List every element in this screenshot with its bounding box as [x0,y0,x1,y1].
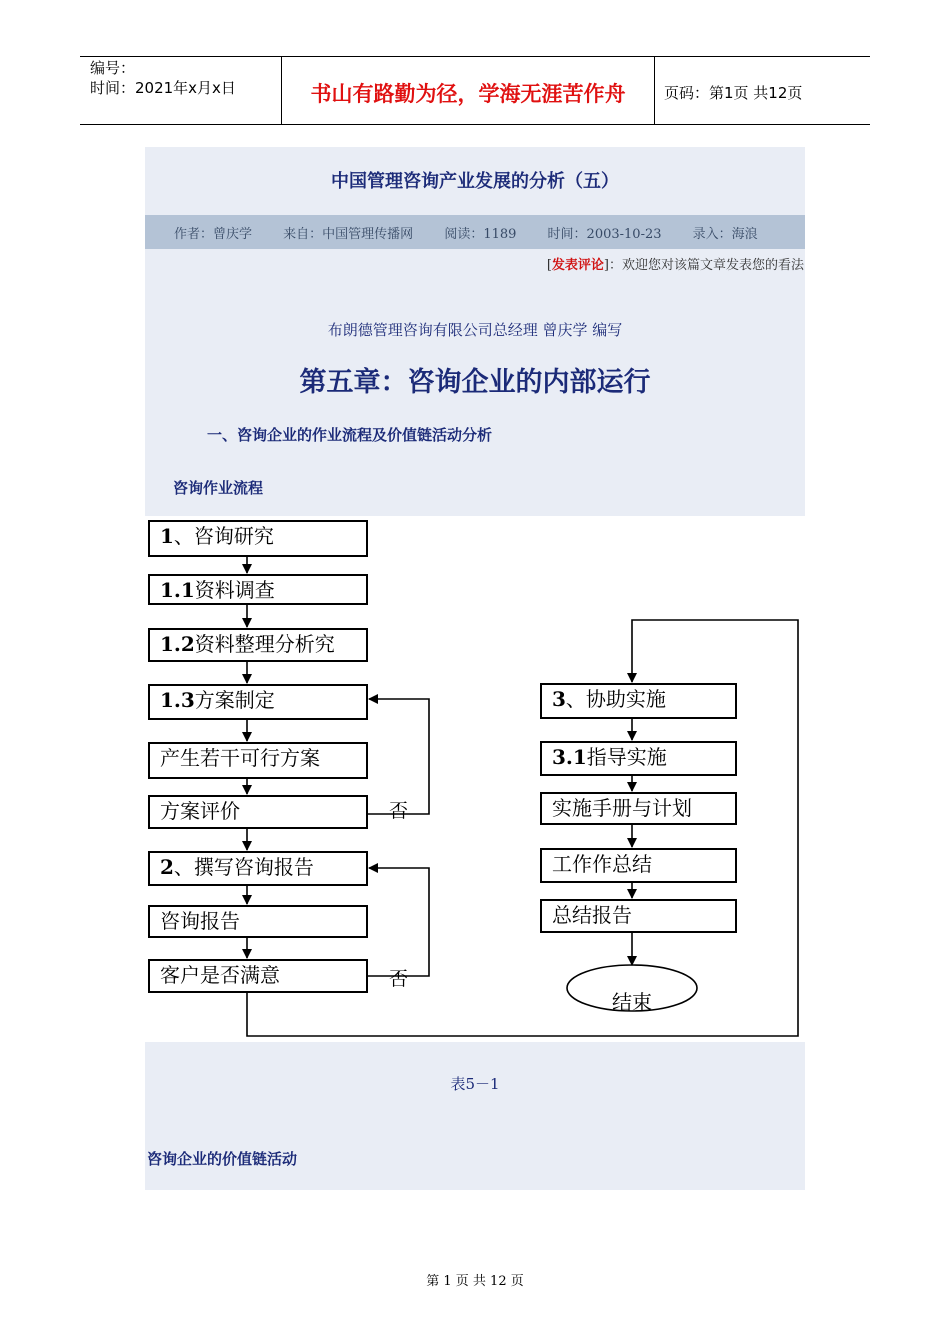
flow-node-generate-plans: 产生若干可行方案 [148,742,368,779]
comment-text: ：欢迎您对该篇文章发表您的看法 [608,258,804,273]
meta-reads: 阅读：1189 [444,227,517,242]
flow-node-plan-making: 1.3方案制定 [148,684,368,720]
flow-node-work-summary: 工作作总结 [540,848,737,883]
header-info [90,58,236,98]
loop-arrow [367,868,429,976]
number-label: 编号： [90,59,136,77]
meta-source: 来自：中国管理传播网 [283,227,414,242]
chapter-heading: 第五章：咨询企业的内部运行 [299,367,651,398]
flow-node-guide-implementation: 3.1指导实施 [540,741,737,776]
page-footer: 第 1 页 共 12 页 [426,1274,524,1289]
flow-node-assist-implementation: 3、协助实施 [540,683,737,719]
flow-node-summary-report: 总结报告 [540,899,737,933]
loop-label-no: 否 [389,800,409,822]
flow-node-client-satisfied: 客户是否满意 [148,959,368,993]
page-number-label: 页码：第1页 共12页 [664,84,803,102]
loop-label-no: 否 [389,968,409,990]
end-label: 结束 [612,990,652,1014]
figure-caption: 表5－1 [450,1075,500,1093]
meta-time: 时间：2003-10-23 [547,227,662,242]
header-motto: 书山有路勤为径，学海无涯苦作舟 [310,81,626,106]
section-heading: 一、咨询企业的作业流程及价值链活动分析 [207,426,493,444]
header-divider [654,57,655,125]
article-meta-bar [145,215,805,249]
meta-editor: 录入：海浪 [692,227,758,242]
flow-node-consulting-research: 1、咨询研究 [148,520,368,557]
flow-node-data-survey: 1.1资料调查 [148,574,368,605]
comment-link[interactable]: 发表评论 [551,258,604,273]
flow-node-implementation-manual: 实施手册与计划 [540,792,737,825]
date-label: 时间：2021年x月x日 [90,79,236,97]
subsection-heading: 咨询作业流程 [173,479,264,497]
byline: 布朗德管理咨询有限公司总经理 曾庆学 编写 [327,321,623,339]
article-title: 中国管理咨询产业发展的分析（五） [331,171,619,192]
flow-node-plan-evaluation: 方案评价 [148,795,368,829]
header-top-rule [80,56,870,57]
meta-author: 作者：曾庆学 [174,227,253,242]
flow-node-write-report: 2、撰写咨询报告 [148,851,368,886]
header-bottom-rule [80,124,870,125]
subsection-heading: 咨询企业的价值链活动 [147,1150,298,1168]
flow-node-report: 咨询报告 [148,905,368,938]
comment-line: [发表评论]：欢迎您对该篇文章发表您的看法 [546,258,804,273]
flow-node-data-analysis: 1.2资料整理分析究 [148,628,368,662]
flowchart [145,516,805,1042]
